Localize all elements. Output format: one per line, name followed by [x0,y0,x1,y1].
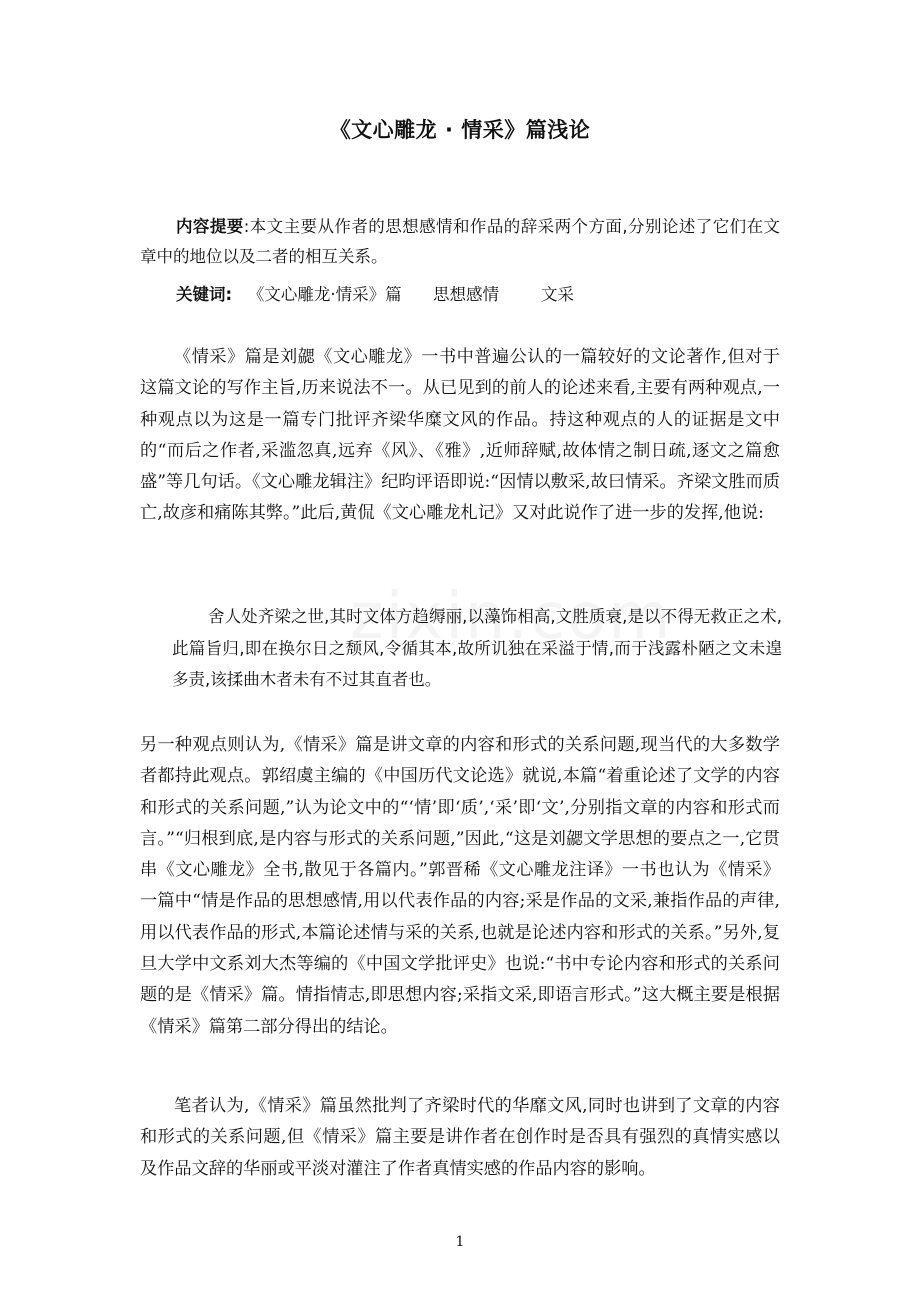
abstract-label: 内容提要 [176,217,244,236]
block-quote [172,601,782,696]
page-number: 1 [455,1234,465,1250]
paragraph-3-text: 笔者认为,《情采》篇虽然批判了齐梁时代的华靡文风,同时也讲到了文章的内容和形式的关系问题,但《情采》篇主要是讲作者在创作时是否具有强烈的真情实感以及作品文辞的华丽或平淡对灌注了作者真情实感的作品内容的影响。 [140,1096,780,1179]
paragraph-1 [140,342,780,530]
document-title: 《文心雕龙 · 情采》篇浅论 [329,118,591,142]
paragraph-2 [140,730,780,1043]
keywords-label: 关键词: [176,285,233,304]
paragraph-2-text: 另一种观点则认为,《情采》篇是讲文章的内容和形式的关系问题,现当代的大多数学者都持此观点。郭绍虞主编的《中国历代文论选》就说,本篇“着重论述了文学的内容和形式的关系问题,”认为论文中的“‘情’即‘质’,‘采’即‘文’,分别指文章的内容和形式而言。”“归根到底,是内容与形式的关系问题,”因此,“这是刘勰文学思想的要点之一,它贯串《文心雕龙》全书,散见于各篇内。”郭晋稀《文心雕龙注译》一书也认为《情采》一篇中“情是作品的思想感情,用以代表作品的内容;采是作品的文采,兼指作品的声律,用以代表作品的形式,本篇论述情与采的关系,也就是论述内容和形式的关系。”另外,复旦大学中文系刘大杰等编的《中国文学批评史》也说:“书中专论内容和形式的关系问题的是《情采》篇。情指情志,即思想内容;采指文采,即语言形式。”这大概主要是根据《情采》篇第二部分得出的结论。 [140,735,780,1037]
block-quote-text: 舍人处齐梁之世,其时文体方趋缛丽,以藻饰相高,文胜质衰,是以不得无救正之术,此篇旨归,即在换尔日之颓风,令循其本,故所讥独在采溢于情,而于浅露朴陋之文未遑多责,该揉曲木者未有不过其直者也。 [172,607,782,689]
keywords-text: 《文心雕龙·情采》篇 思想感情 文采 [232,285,575,304]
keywords [176,280,574,310]
paragraph-1-text: 《情采》篇是刘勰《文心雕龙》一书中普遍公认的一篇较好的文论著作,但对于这篇文论的写作主旨,历来说法不一。从已见到的前人的论述来看,主要有两种观点,一种观点以为这是一篇专门批评齐梁华糜文风的作品。持这种观点的人的证据是文中的“而后之作者,采滥忽真,远弃《风》、《雅》,近师辞赋,故体情之制日疏,逐文之篇愈盛”等几句话。《文心雕龙辑注》纪昀评语即说:“因情以敷采,故曰情采。齐梁文胜而质亡,故彦和痛陈其弊。”此后,黄侃《文心雕龙札记》又对此说作了进一步的发挥,他说: [140,347,780,524]
abstract [140,212,780,272]
paragraph-3 [140,1091,780,1185]
abstract-text: :本文主要从作者的思想感情和作品的辞采两个方面,分别论述了它们在文章中的地位以及二者的相互关系。 [140,217,780,266]
